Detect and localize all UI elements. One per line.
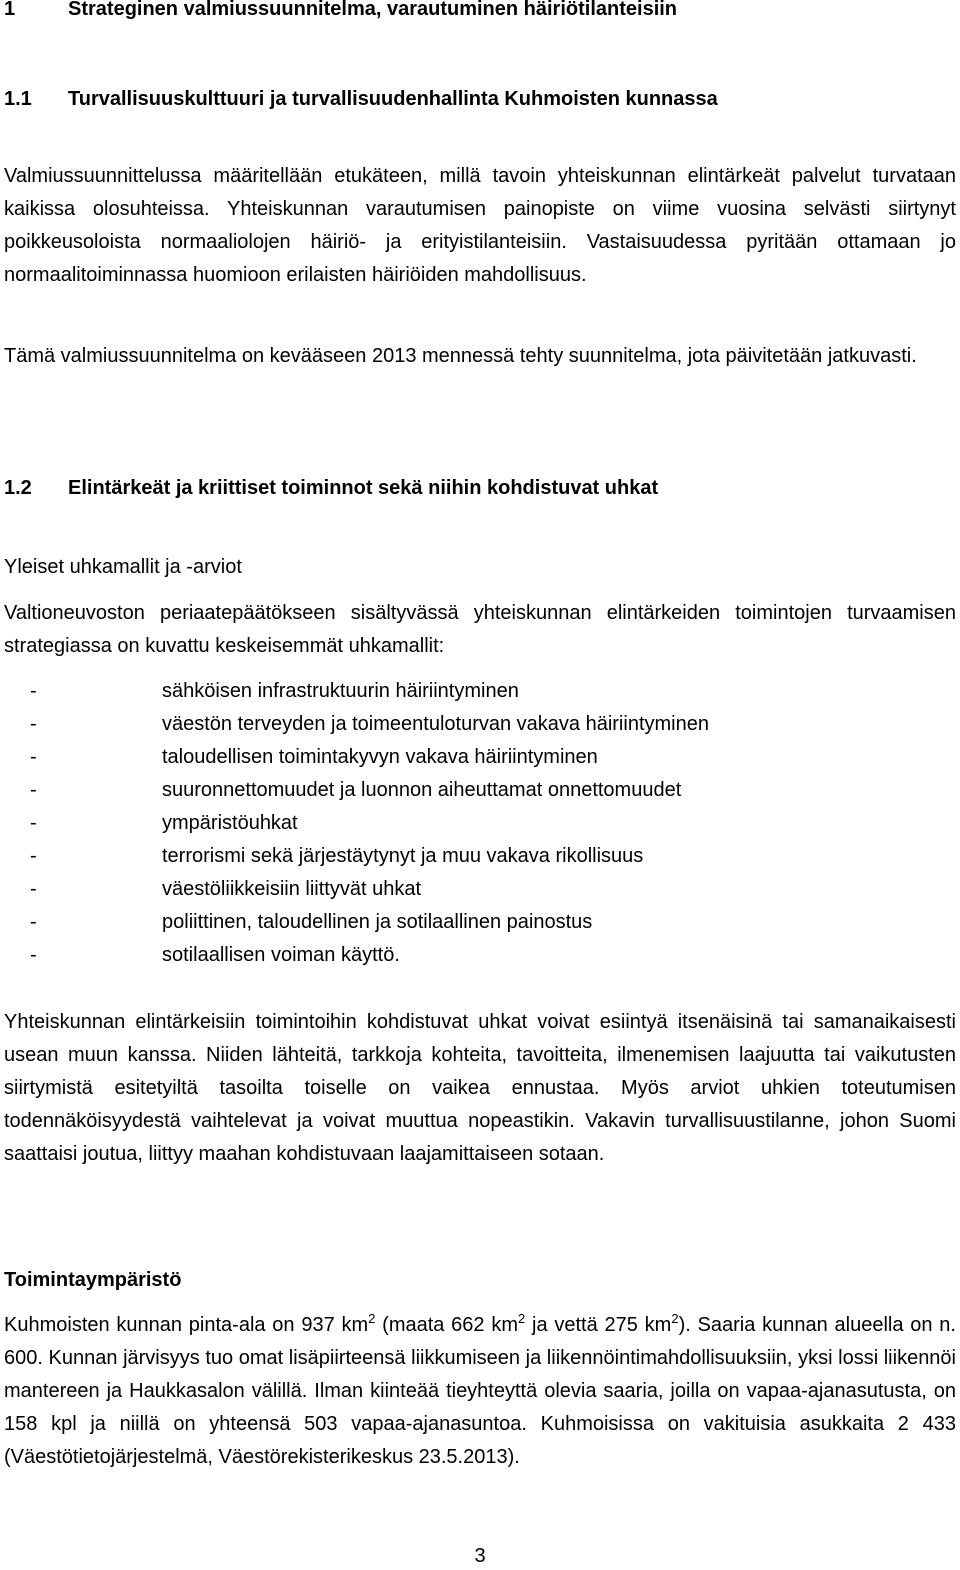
- list-item-text: sähköisen infrastruktuurin häiriintyminen: [162, 680, 519, 702]
- section-title: Elintärkeät ja kriittiset toiminnot sekä niihin kohdistuvat uhkat: [68, 477, 659, 499]
- toimintaymparisto-heading: Toimintaympäristö: [4, 1269, 182, 1291]
- paragraph-threat-intro: Valtioneuvoston periaatepäätökseen sisältyvässä yhteiskunnan elintärkeiden toimintojen turvaamisen strategiassa on kuvattu keskeisemmät uhkamallit:: [4, 602, 956, 657]
- environment-text-c: ja vettä 275 km: [525, 1314, 672, 1336]
- list-bullet: -: [30, 845, 37, 867]
- section-title: Turvallisuuskulttuuri ja turvallisuudenhallinta Kuhmoisten kunnassa: [68, 88, 718, 110]
- list-item: [0, 840, 960, 873]
- list-item-text: terrorismi sekä järjestäytynyt ja muu vakava rikollisuus: [162, 845, 644, 867]
- list-item-text: väestöliikkeisiin liittyvät uhkat: [162, 878, 421, 900]
- list-bullet: -: [30, 878, 37, 900]
- list-item-text: suuronnettomuudet ja luonnon aiheuttamat onnettomuudet: [162, 779, 682, 801]
- section-1-heading: [4, 0, 677, 21]
- environment-text-a: Kuhmoisten kunnan pinta-ala on 937 km: [4, 1314, 369, 1336]
- list-item-text: ympäristöuhkat: [162, 812, 298, 834]
- list-item: [0, 708, 960, 741]
- section-1-2-heading: [4, 477, 658, 500]
- list-item-text: väestön terveyden ja toimeentuloturvan vakava häiriintyminen: [162, 713, 709, 735]
- threat-list: [0, 675, 960, 972]
- environment-text-b: (maata 662 km: [375, 1314, 518, 1336]
- list-bullet: -: [30, 746, 37, 768]
- km2-superscript: 2: [518, 1311, 526, 1326]
- paragraph-preparedness: Valmiussuunnittelussa määritellään etukäteen, millä tavoin yhteiskunnan elintärkeät palvelut turvataan kaikissa olosuhteissa. Yhteiskunnan varautumisen painopiste on viime vuosina selvästi siirtynyt poikkeusoloista normaaliolojen häiriö- ja erityistilanteisiin. Vastaisuudessa pyritään ottamaan jo normaalitoiminnassa huomioon erilaisten häiriöiden mahdollisuus.: [4, 165, 956, 286]
- list-item: [0, 741, 960, 774]
- list-item: [0, 774, 960, 807]
- list-bullet: -: [30, 779, 37, 801]
- list-bullet: -: [30, 911, 37, 933]
- paragraph-environment: [4, 1309, 956, 1474]
- list-item: [0, 939, 960, 972]
- list-item: [0, 873, 960, 906]
- paragraph-threat-sources: Yhteiskunnan elintärkeisiin toimintoihin kohdistuvat uhkat voivat esiintyä itsenäisinä tai samanaikaisesti usean muun kanssa. Niiden lähteitä, tarkkoja kohteita, tavoitteita, ilmenemisen laajuutta tai vaikutusten siirtymistä esitetyiltä tasoilta toiselle on vaikea ennustaa. Myös arviot uhkien toteutumisen todennäköisyydestä vaihtelevat ja voivat muuttua nopeastikin. Vakavin turvallisuustilanne, johon Suomi saattaisi joutua, liittyy maahan kohdistuvaan laajamittaiseen sotaan.: [4, 1011, 956, 1165]
- list-bullet: -: [30, 812, 37, 834]
- list-item: [0, 675, 960, 708]
- list-bullet: -: [30, 944, 37, 966]
- list-item: [0, 906, 960, 939]
- section-number: 1.2: [4, 477, 32, 499]
- list-item-text: sotilaallisen voiman käyttö.: [162, 944, 400, 966]
- section-number: 1: [4, 0, 16, 20]
- section-number: 1.1: [4, 88, 32, 110]
- list-bullet: -: [30, 713, 37, 735]
- list-bullet: -: [30, 680, 37, 702]
- environment-text-d: ). Saaria kunnan alueella on n. 600. Kunnan järvisyys tuo omat lisäpiirteensä liikkumiseen ja liikennöintimahdollisuuksiin, yksi lossi liikennöi mantereen ja Haukkasalon välillä. Ilman kiinteää tieyhteyttä olevia saaria, joilla on vapaa-ajanasutusta, on 158 kpl ja niillä on yhteensä 503 vapaa-ajanasuntoa. Kuhmoisissa on vakituisia asukkaita 2 433 (Väestötietojärjestelmä, Väestörekisterikeskus 23.5.2013).: [4, 1314, 956, 1468]
- section-1-1-heading: [4, 88, 718, 111]
- section-title: Strateginen valmiussuunnitelma, varautuminen häiriötilanteisiin: [68, 0, 678, 20]
- km2-superscript: 2: [671, 1311, 679, 1326]
- threat-models-subheading: Yleiset uhkamallit ja -arviot: [4, 556, 242, 578]
- list-item-text: taloudellisen toimintakyvyn vakava häiriintyminen: [162, 746, 598, 768]
- km2-superscript: 2: [368, 1311, 376, 1326]
- page-number: 3: [474, 1545, 486, 1567]
- list-item: [0, 807, 960, 840]
- paragraph-plan-status: Tämä valmiussuunnitelma on kevääseen 2013 mennessä tehty suunnitelma, jota päivitetään jatkuvasti.: [4, 345, 917, 367]
- list-item-text: poliittinen, taloudellinen ja sotilaallinen painostus: [162, 911, 593, 933]
